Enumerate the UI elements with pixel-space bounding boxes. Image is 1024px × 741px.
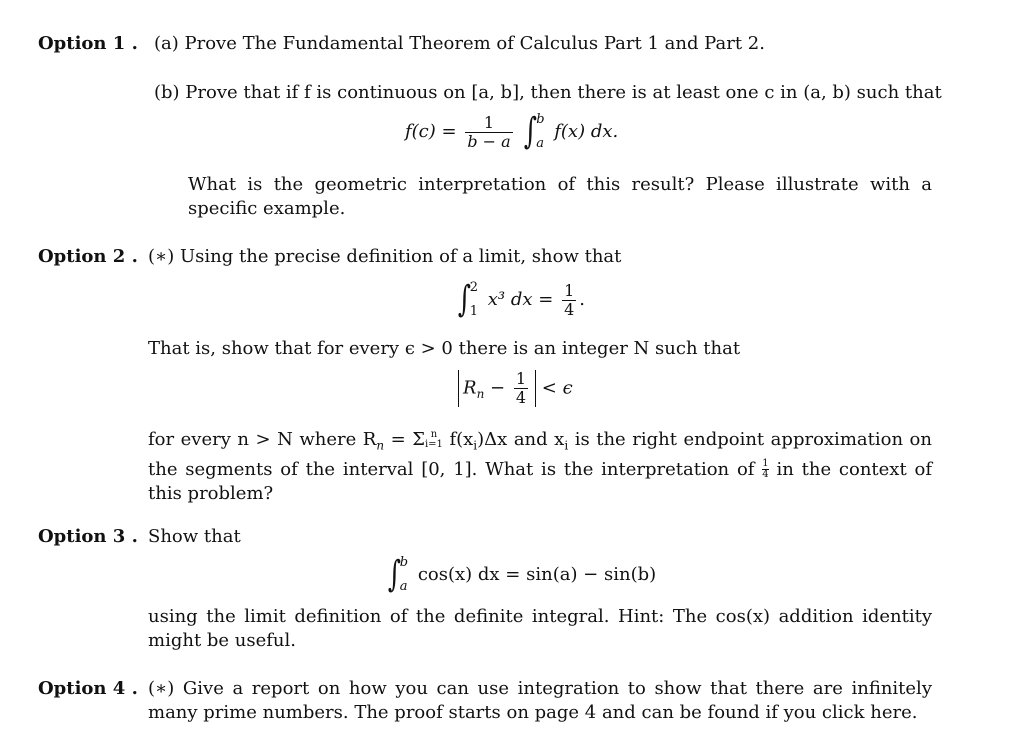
option-1-label: Option 1 . bbox=[38, 33, 138, 54]
lower-limit: a bbox=[399, 579, 408, 594]
formula-fraction bbox=[465, 114, 512, 151]
desc-fraction-den: 4 bbox=[762, 469, 769, 481]
integral-sign: ∫ bbox=[457, 279, 471, 320]
upper-limit: b bbox=[536, 112, 545, 127]
sum-limits bbox=[425, 430, 443, 450]
desc-part-1: for every n > N where R bbox=[148, 429, 377, 450]
integral-sign: ∫ bbox=[387, 554, 401, 595]
option-2-formula bbox=[455, 280, 585, 320]
desc-fraction-num: 1 bbox=[762, 458, 769, 470]
integral-limits bbox=[536, 113, 544, 151]
fraction-denominator: 4 bbox=[515, 388, 527, 407]
desc-part-2: = Σ bbox=[384, 429, 425, 450]
fraction-denominator: b − a bbox=[467, 131, 511, 151]
integral-limits bbox=[470, 281, 478, 319]
upper-limit: 2 bbox=[469, 280, 479, 295]
option-3-label: Option 3 . bbox=[38, 526, 138, 547]
option-2-label: Option 2 . bbox=[38, 246, 138, 267]
fraction-numerator: 1 bbox=[564, 280, 575, 300]
ineq-minus: − bbox=[490, 377, 506, 399]
sum-upper: n bbox=[430, 429, 438, 440]
option-1-part-b: (b) Prove that if f is continuous on [a, b], then there is at least one c in (a, b) such that bbox=[154, 82, 942, 103]
fraction-numerator: 1 bbox=[465, 114, 512, 133]
option-4-label: Option 4 . bbox=[38, 678, 138, 699]
lower-limit: 1 bbox=[469, 304, 479, 319]
desc-part-4: )Δx and x bbox=[477, 429, 565, 450]
fraction-numerator: 1 bbox=[515, 369, 527, 388]
integrand: cos(x) dx = sin(a) − sin(b) bbox=[417, 564, 657, 585]
option-1-question: What is the geometric interpretation of this result? Please illustrate with a specific example. bbox=[188, 174, 932, 219]
formula-lhs: f(c) = bbox=[405, 121, 457, 142]
lower-limit: a bbox=[536, 136, 544, 151]
absolute-value bbox=[458, 370, 536, 407]
desc-sub-n: n bbox=[376, 438, 385, 453]
upper-limit: b bbox=[399, 555, 409, 570]
formula-end: . bbox=[579, 289, 586, 310]
option-1-part-a: (a) Prove The Fundamental Theorem of Calculus Part 1 and Part 2. bbox=[154, 33, 765, 54]
desc-sub-i: i bbox=[473, 438, 478, 453]
integrand: x³ dx = bbox=[487, 289, 554, 310]
integral-limits bbox=[400, 556, 408, 594]
ineq-fraction bbox=[514, 370, 528, 407]
option-4-description: (∗) Give a report on how you can use integration to show that there are infinitely many prime numbers. The proof starts on page 4 and can be found if you click here. bbox=[148, 678, 932, 723]
option-2-intro: (∗) Using the precise definition of a limit, show that bbox=[148, 246, 622, 267]
ineq-lhs-sub: n bbox=[476, 387, 485, 402]
fraction-denominator: 4 bbox=[564, 299, 575, 319]
option-2-description bbox=[148, 428, 932, 506]
ineq-lhs: R bbox=[463, 377, 477, 399]
option-3-formula bbox=[385, 555, 656, 595]
desc-part-6: in the context of this problem? bbox=[148, 458, 932, 504]
option-2-that-is: That is, show that for every ϵ > 0 there is an integer N such that bbox=[148, 338, 741, 359]
desc-part-3: f(x bbox=[442, 429, 474, 450]
integrand: f(x) dx. bbox=[554, 121, 619, 142]
option-3-description: using the limit definition of the definite integral. Hint: The cos(x) addition identity might be useful. bbox=[148, 606, 932, 651]
sum-lower: i=1 bbox=[424, 439, 443, 450]
formula-fraction bbox=[562, 282, 576, 319]
desc-sub-i2: i bbox=[564, 438, 569, 453]
option-3-intro: Show that bbox=[148, 526, 241, 547]
option-1-formula bbox=[405, 112, 618, 152]
desc-part-5: is the right endpoint approximation on the segments of the interval [0, 1]. What is the interpretation of bbox=[148, 429, 932, 480]
option-2-inequality bbox=[458, 370, 573, 407]
integral-sign: ∫ bbox=[524, 111, 538, 152]
ineq-rhs: < ϵ bbox=[541, 377, 573, 399]
